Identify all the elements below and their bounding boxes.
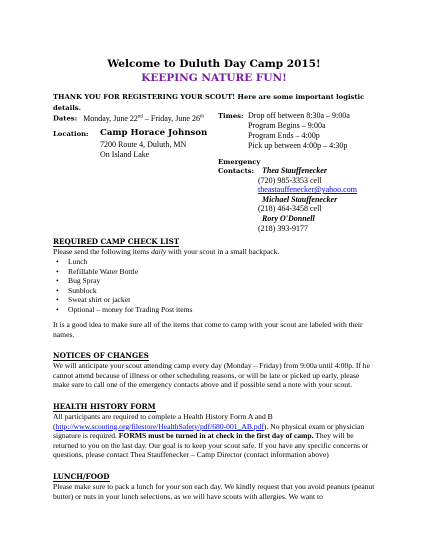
page-title: Welcome to Duluth Day Camp 2015!: [107, 58, 321, 70]
contact-phone: (218) 464-3458 cell: [258, 204, 322, 214]
time-line: Pick up between 4:00p – 4:30p: [248, 141, 348, 150]
contact-phone: (720) 985-3353 cell: [258, 175, 322, 185]
health-heading: HEALTH HISTORY FORM: [53, 402, 156, 411]
location-name: Camp Horace Johnson: [100, 128, 208, 138]
emergency-contacts: [258, 166, 357, 233]
contact-phone: (218) 393-9177: [258, 223, 308, 233]
checklist-note: It is a good idea to make sure all of the items that come to camp with your scout are labeled with their names.: [53, 320, 363, 339]
time-line: Drop off between 8:30a – 9:00a: [248, 111, 350, 120]
dates-value: Monday, June 22nd – Friday, June 26th: [83, 113, 204, 123]
checklist-item: • Sweat shirt or jacket: [56, 295, 131, 304]
location-address: 7200 Route 4, Duluth, MN On Island Lake: [100, 140, 187, 159]
checklist-heading: REQUIRED CAMP CHECK LIST: [53, 237, 180, 246]
lunch-text: Please make sure to pack a lunch for your son each day. We kindly request that you avoid peanuts (peanut butter) or nuts in your lunch selections, as we will have scouts with allergies. We want to: [53, 482, 375, 501]
dates-row: [53, 112, 204, 124]
contact-name: Rory O'Donnell: [262, 213, 315, 223]
thank-you-note: THANK YOU FOR REGISTERING YOUR SCOUT! Here are some important logistic details.: [53, 93, 365, 112]
contact-email-link[interactable]: theastauffenecker@yahoo.com: [258, 185, 357, 195]
checklist-intro: Please send the following items daily with your scout in a small backpack.: [53, 247, 280, 256]
emergency-label: Emergency Contacts:: [218, 158, 261, 175]
times-list: [248, 111, 350, 151]
checklist-item: • Bug Spray: [56, 276, 101, 285]
checklist-item: • Lunch: [56, 257, 88, 266]
contact-name: Thea Stauffenecker: [262, 166, 327, 175]
checklist-item: • Refillable Water Bottle: [56, 266, 139, 276]
changes-text: We will anticipate your scout attending camp every day (Monday – Friday) from 9:00a until 4:00p. If he cannot attend because of illness or other scheduling reasons, or will be late or picked up early, please make sure to call one of the emergency contacts above and if possible send a note with your scout.: [53, 361, 370, 390]
checklist-items: [53, 257, 353, 314]
time-line: Program Begins – 9:00a: [248, 121, 326, 130]
lunch-heading: LUNCH/FOOD: [53, 472, 110, 481]
changes-heading: NOTICES OF CHANGES: [53, 351, 149, 360]
dates-label: Dates:: [53, 114, 78, 123]
time-line: Program Ends – 4:00p: [248, 131, 320, 140]
contact-name: Michael Stauffenecker: [262, 194, 338, 204]
health-text: All participants are required to complete a Health History Form A and B (http://www.scouting.org/filestore/HealthSafety/pdf/680-001_AB.pdf). No physical exam or physician signature is required. FORMS must be turned in at check in the first day of camp. They will be returned to you on the last day. Our goal is to keep your scout safe. If you have any specific concerns or questions, please contact Thea Stauffenecker – Camp Director (contact information above): [53, 412, 369, 460]
times-label: Times:: [218, 112, 244, 120]
checklist-item: • Optional – money for Trading Post items: [56, 304, 193, 314]
checklist-item: • Sunblock: [56, 285, 97, 295]
location-label: Location:: [53, 130, 89, 138]
health-form-link[interactable]: http://www.scouting.org/filestore/HealthSafety/pdf/680-001_AB.pdf: [55, 421, 264, 431]
page-subtitle: KEEPING NATURE FUN!: [141, 72, 287, 84]
